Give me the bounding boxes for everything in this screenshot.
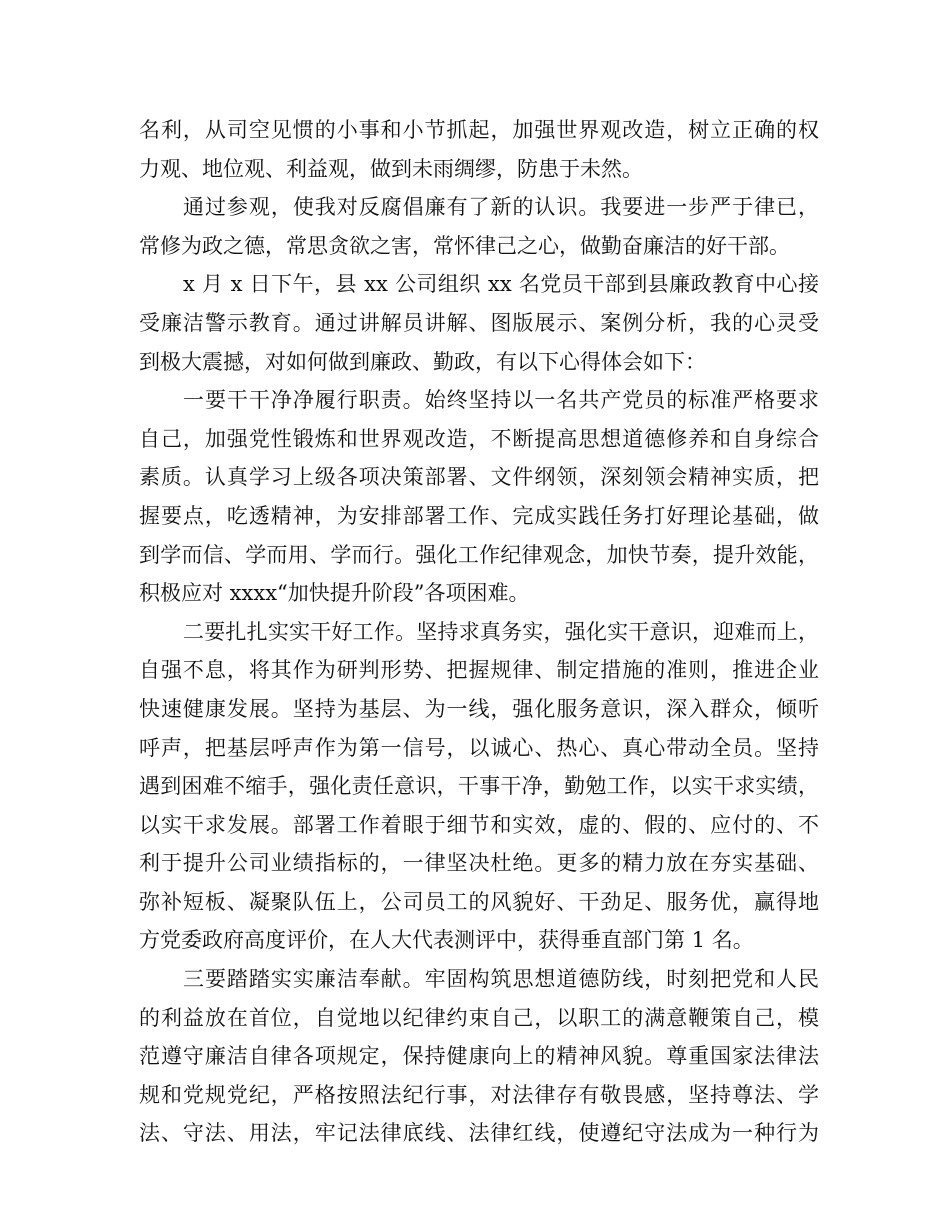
text-line: 受廉洁警示教育。通过讲解员讲解、图版展示、案例分析，我的心灵受 (139, 310, 819, 335)
text-line: x 月 x 日下午，县 xx 公司组织 xx 名党员干部到县廉政教育中心接 (183, 272, 819, 297)
text-line: 积极应对 xxxx“加快提升阶段”各项困难。 (139, 581, 530, 606)
text-line: 自强不息，将其作为研判形势、把握规律、制定措施的准则，推进企业 (139, 658, 819, 683)
text-line: 力观、地位观、利益观，做到未雨绸缪，防患于未然。 (139, 156, 643, 181)
text-line: 以实干求发展。部署工作着眼于细节和实效，虚的、假的、应付的、不 (139, 812, 819, 837)
text-line: 方党委政府高度评价，在人大代表测评中，获得垂直部门第 1 名。 (139, 928, 754, 953)
document-body (139, 111, 819, 1153)
text-line: 三要踏踏实实廉洁奉献。牢固构筑思想道德防线，时刻把党和人民 (183, 967, 819, 992)
text-line: 常修为政之德，常思贪欲之害，常怀律己之心，做勤奋廉洁的好干部。 (139, 233, 790, 258)
text-line: 二要扎扎实实干好工作。坚持求真务实，强化实干意识，迎难而上， (183, 619, 819, 644)
text-line: 快速健康发展。坚持为基层、为一线，强化服务意识，深入群众，倾听 (139, 696, 819, 721)
text-line: 到学而信、学而用、学而行。强化工作纪律观念，加快节奏，提升效能， (139, 542, 819, 567)
text-line: 到极大震撼，对如何做到廉政、勤政，有以下心得体会如下： (139, 349, 706, 374)
text-line: 通过参观，使我对反腐倡廉有了新的认识。我要进一步严于律已， (183, 195, 819, 220)
text-line: 名利，从司空见惯的小事和小节抓起，加强世界观改造，树立正确的权 (139, 118, 819, 142)
text-line: 弥补短板、凝聚队伍上，公司员工的风貌好、干劲足、服务优，赢得地 (139, 889, 819, 914)
text-line: 遇到困难不缩手，强化责任意识，干事干净，勤勉工作，以实干求实绩， (139, 774, 819, 799)
text-line: 握要点，吃透精神，为安排部署工作、完成实践任务打好理论基础，做 (139, 503, 819, 528)
text-line: 范遵守廉洁自律各项规定，保持健康向上的精神风貌。尊重国家法律法 (139, 1044, 819, 1069)
text-line: 呼声，把基层呼声作为第一信号，以诚心、热心、真心带动全员。坚持 (139, 735, 819, 760)
text-line: 一要干干净净履行职责。始终坚持以一名共产党员的标准严格要求 (183, 388, 819, 413)
text-line: 的利益放在首位，自觉地以纪律约束自己，以职工的满意鞭策自己，模 (139, 1005, 819, 1030)
text-line: 利于提升公司业绩指标的，一律坚决杜绝。更多的精力放在夯实基础、 (139, 851, 819, 876)
text-line: 素质。认真学习上级各项决策部署、文件纲领，深刻领会精神实质，把 (139, 465, 819, 490)
text-line: 法、守法、用法，牢记法律底线、法律红线，使遵纪守法成为一种行为 (139, 1121, 819, 1146)
text-line: 规和党规党纪，严格按照法纪行事，对法律存有敬畏感，坚持尊法、学 (139, 1082, 819, 1107)
text-line: 自己，加强党性锻炼和世界观改造，不断提高思想道德修养和自身综合 (139, 426, 819, 451)
